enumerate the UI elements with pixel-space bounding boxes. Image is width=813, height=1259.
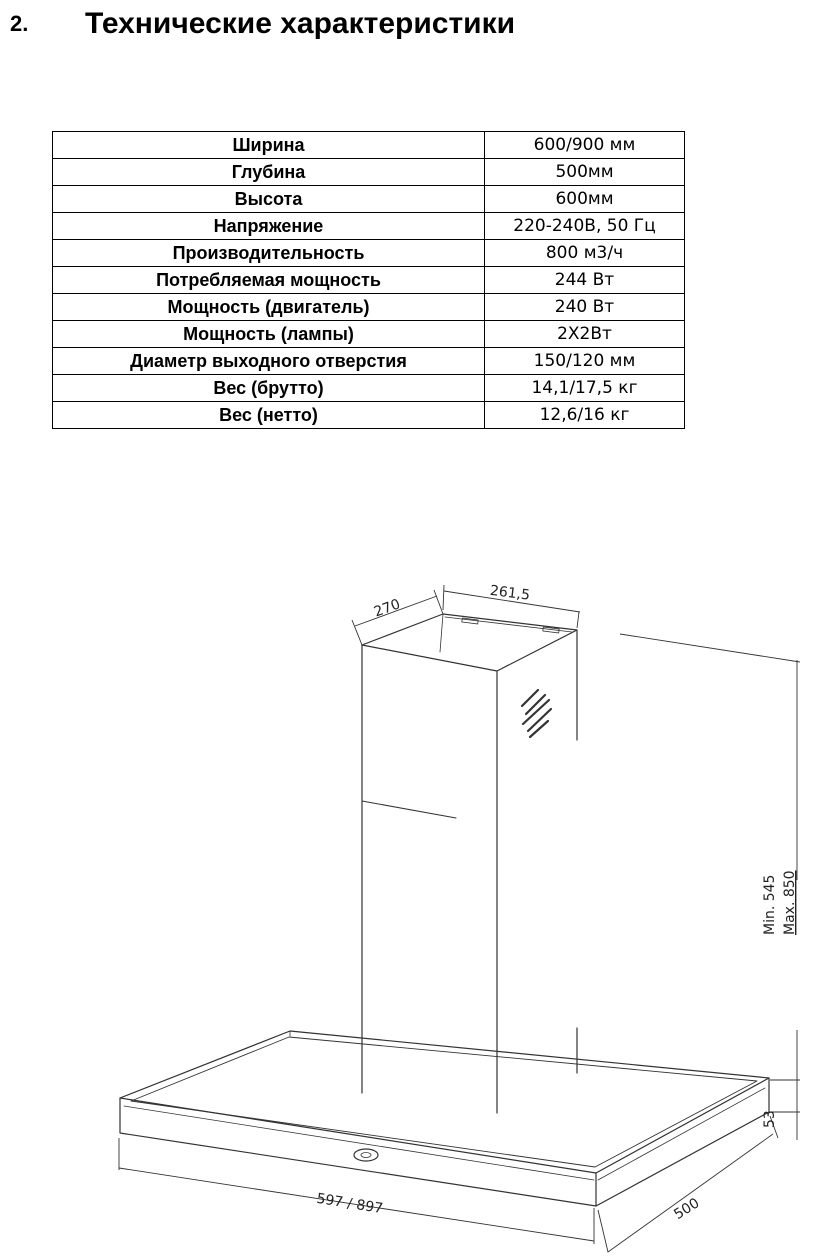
spec-label: Мощность (двигатель)	[53, 294, 485, 321]
spec-value: 150/120 мм	[485, 348, 685, 375]
spec-label: Вес (нетто)	[53, 402, 485, 429]
dim-depth-label: 500	[671, 1195, 703, 1223]
spec-label: Мощность (лампы)	[53, 321, 485, 348]
dim-canopy-height-label: 53	[762, 1110, 778, 1128]
table-row	[53, 402, 685, 429]
section-title: Технические характеристики	[85, 7, 516, 40]
spec-label: Высота	[53, 186, 485, 213]
spec-value: 2X2Вт	[485, 321, 685, 348]
spec-value: 244 Вт	[485, 267, 685, 294]
table-row	[53, 294, 685, 321]
spec-value: 600/900 мм	[485, 132, 685, 159]
spec-value: 14,1/17,5 кг	[485, 375, 685, 402]
table-row	[53, 267, 685, 294]
table-row	[53, 159, 685, 186]
table-row	[53, 186, 685, 213]
table-row	[53, 240, 685, 267]
spec-label: Ширина	[53, 132, 485, 159]
spec-label: Потребляемая мощность	[53, 267, 485, 294]
spec-value: 12,6/16 кг	[485, 402, 685, 429]
dim-width-label: 597 / 897	[315, 1190, 385, 1218]
section-number: 2.	[10, 11, 29, 36]
spec-label: Вес (брутто)	[53, 375, 485, 402]
spec-value: 800 м3/ч	[485, 240, 685, 267]
dim-height-min-label: Min. 545	[762, 874, 778, 935]
table-row	[53, 132, 685, 159]
vent-slots-icon	[522, 690, 551, 737]
chimney-top-outline	[362, 614, 577, 671]
spec-label: Напряжение	[53, 213, 485, 240]
table-row	[53, 213, 685, 240]
dim-top-depth-label: 270	[371, 596, 403, 621]
spec-label: Глубина	[53, 159, 485, 186]
canopy-top-surface	[120, 1031, 769, 1173]
table-row	[53, 348, 685, 375]
spec-value: 500мм	[485, 159, 685, 186]
hood-dimension-drawing	[0, 560, 813, 1259]
spec-value: 240 Вт	[485, 294, 685, 321]
specs-table	[52, 131, 685, 429]
table-row	[53, 375, 685, 402]
control-knob-icon	[354, 1149, 378, 1161]
dim-top-width-label: 261,5	[489, 582, 531, 604]
spec-value: 600мм	[485, 186, 685, 213]
dim-height-max-label: Max. 850	[782, 870, 798, 935]
table-row	[53, 321, 685, 348]
section-heading	[10, 2, 515, 46]
spec-value: 220-240В, 50 Гц	[485, 213, 685, 240]
spec-label: Диаметр выходного отверстия	[53, 348, 485, 375]
spec-label: Производительность	[53, 240, 485, 267]
